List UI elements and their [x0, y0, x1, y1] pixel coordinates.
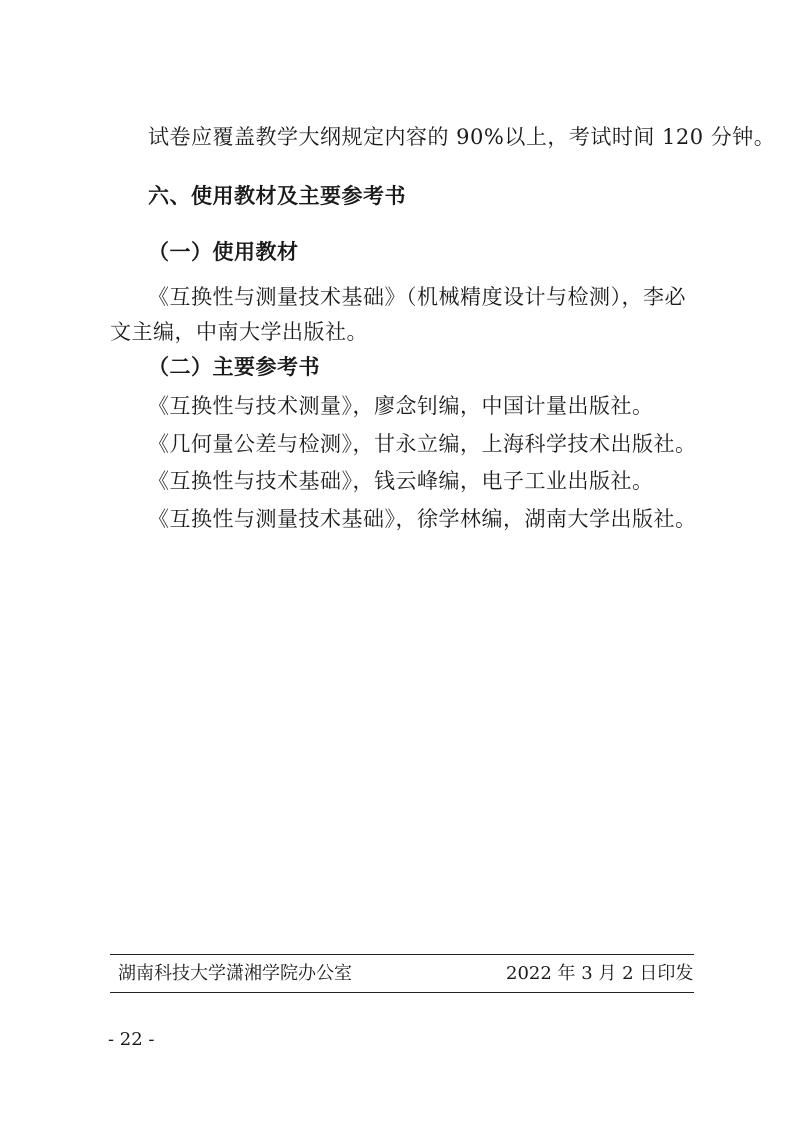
textbook-subheading: （一）使用教材 [148, 240, 299, 264]
section-6-heading: 六、使用教材及主要参考书 [148, 184, 406, 208]
footer-bottom-rule [110, 992, 694, 993]
page-number: - 22 - [108, 1029, 155, 1050]
exam-coverage-paragraph: 试卷应覆盖教学大纲规定内容的 90%以上，考试时间 120 分钟。 [148, 125, 776, 149]
reference-item: 《几何量公差与检测》，甘永立编，上海科学技术出版社。 [148, 432, 697, 456]
footer-top-rule [110, 954, 694, 955]
textbook-line-2: 文主编，中南大学出版社。 [110, 320, 368, 344]
reference-item: 《互换性与测量技术基础》，徐学林编，湖南大学出版社。 [148, 507, 697, 531]
footer-date: 2022 年 3 月 2 日印发 [506, 963, 694, 984]
footer-office: 湖南科技大学潇湘学院办公室 [118, 963, 352, 984]
reference-item: 《互换性与技术测量》，廖念钊编，中国计量出版社。 [148, 394, 654, 418]
textbook-line-1: 《互换性与测量技术基础》（机械精度设计与检测），李必 [148, 285, 686, 309]
reference-item: 《互换性与技术基础》，钱云峰编，电子工业出版社。 [148, 469, 654, 493]
references-subheading: （二）主要参考书 [148, 355, 320, 379]
